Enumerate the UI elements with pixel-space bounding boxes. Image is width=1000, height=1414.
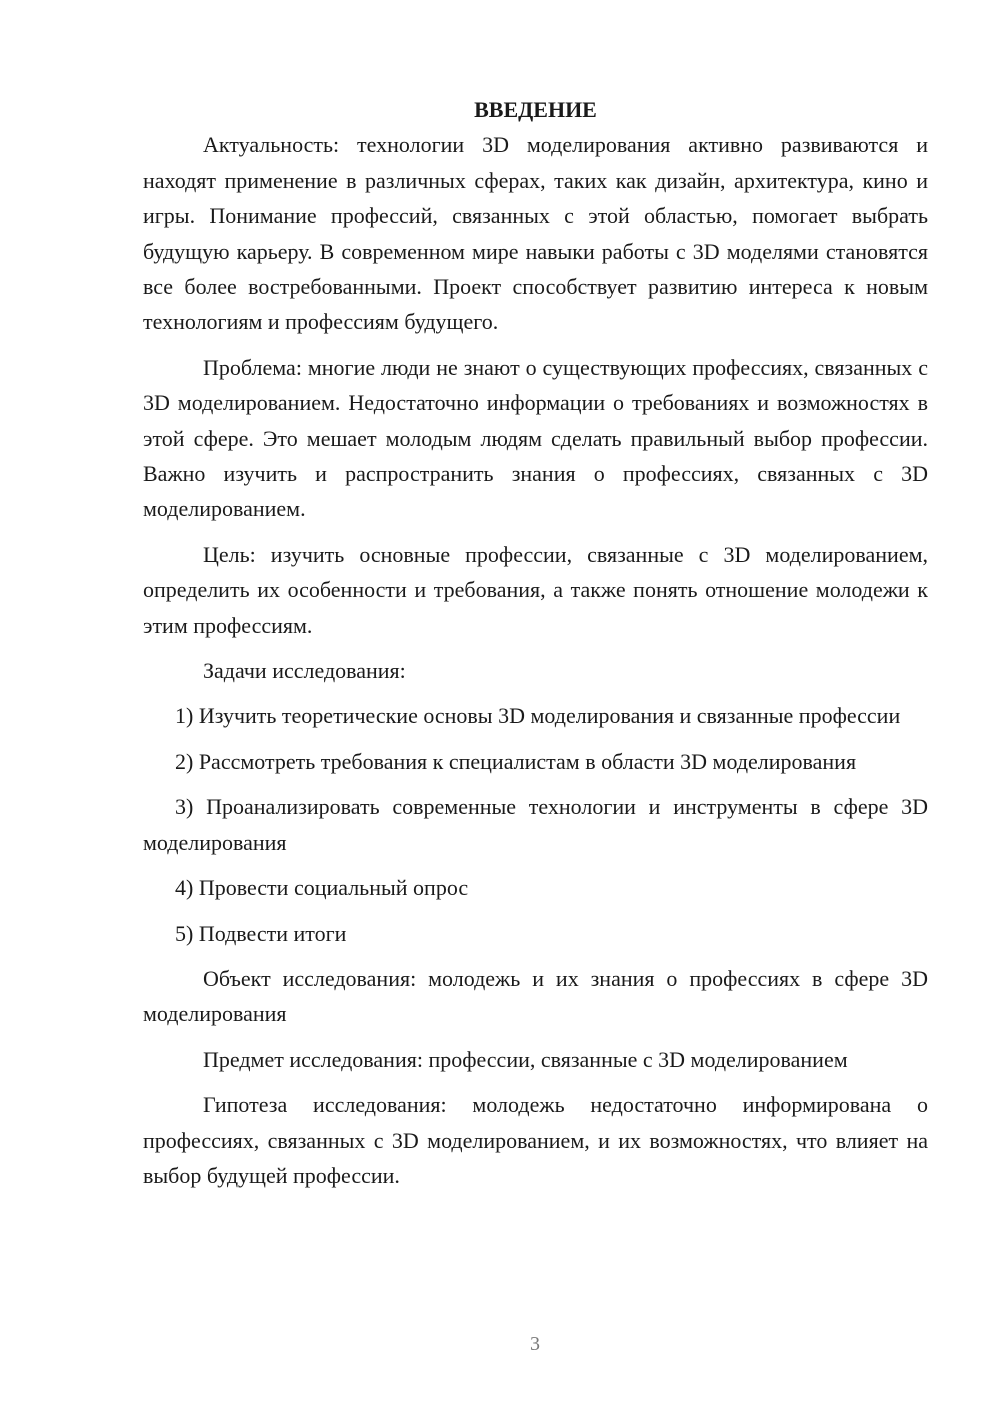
document-body xyxy=(143,92,928,1203)
paragraph-goal: Цель: изучить основные профессии, связанные с 3D моделированием, определить их особенности и требования, а также понять отношение молодежи к этим профессиям. xyxy=(143,541,928,638)
task-item-1: 1) Изучить теоретические основы 3D моделирования и связанные профессии xyxy=(175,703,901,729)
tasks-title: Задачи исследования: xyxy=(203,658,406,684)
task-item-2: 2) Рассмотреть требования к специалистам в области 3D моделирования xyxy=(175,748,857,774)
page-title: ВВЕДЕНИЕ xyxy=(474,97,597,122)
paragraph-object: Объект исследования: молодежь и их знания о профессиях в сфере 3D моделирования xyxy=(143,965,928,1027)
task-item-4: 4) Провести социальный опрос xyxy=(175,875,469,901)
paragraph-relevance: Актуальность: технологии 3D моделирования активно развиваются и находят применение в различных сферах, таких как дизайн, архитектура, кино и игры. Понимание профессий, связанных с этой областью, помогает выбрать будущую карьеру. В современном мире навыки работы с 3D моделями становятся все более востребованными. Проект способствует развитию интереса к новым технологиям и профессиям будущего. xyxy=(143,132,928,335)
paragraph-hypothesis: Гипотеза исследования: молодежь недостаточно информирована о профессиях, связанных с 3D моделированием, и их возможностях, что влияет на выбор будущей профессии. xyxy=(143,1092,928,1188)
page-number: 3 xyxy=(530,1333,540,1355)
paragraph-subject: Предмет исследования: профессии, связанные с 3D моделированием xyxy=(203,1046,848,1072)
paragraph-problem: Проблема: многие люди не знают о существующих профессиях, связанных с 3D моделированием. Недостаточно информации о требованиях и возможностях в этой сфере. Это мешает молодым людям сделать правильный выбор профессии. Важно изучить и распространить знания о профессиях, связанных с 3D моделированием. xyxy=(143,354,928,522)
task-item-3: 3) Проанализировать современные технологии и инструменты в сфере 3D моделирования xyxy=(143,794,928,855)
task-item-5: 5) Подвести итоги xyxy=(175,920,347,946)
